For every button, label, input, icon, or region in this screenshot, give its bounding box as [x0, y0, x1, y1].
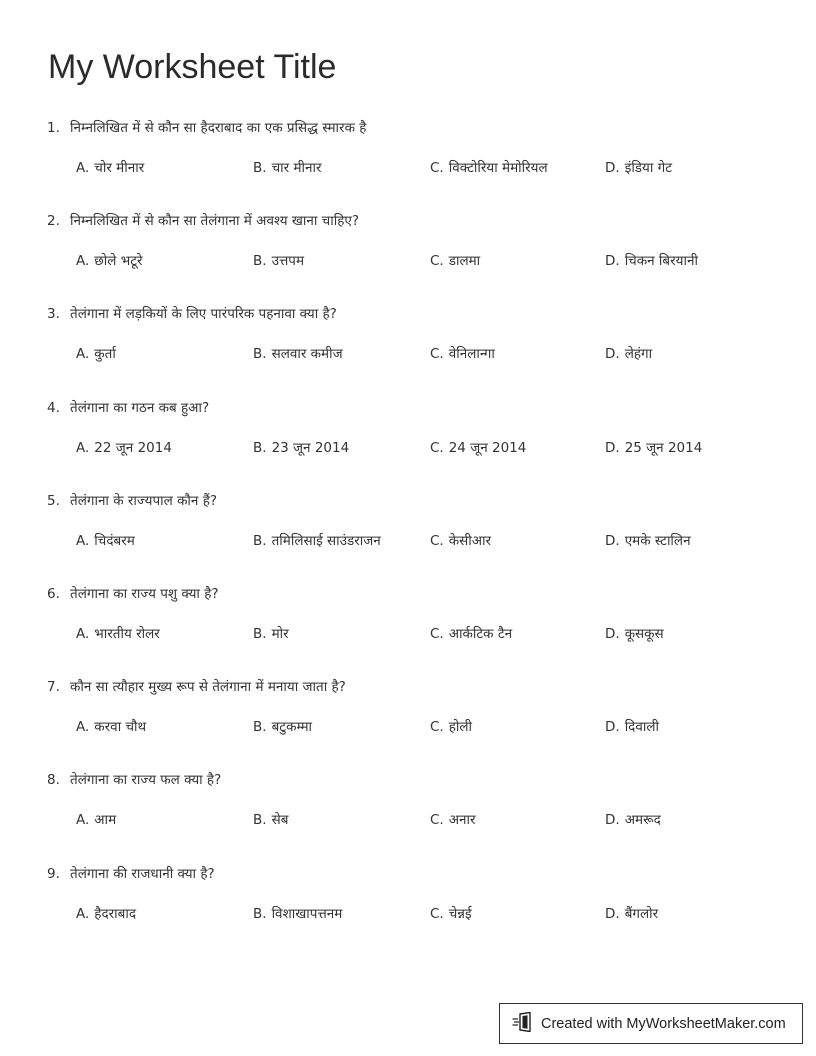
answer-option-b — [253, 251, 304, 269]
answer-option-d — [605, 904, 658, 922]
option-letter: A. — [76, 346, 90, 363]
option-letter: C. — [430, 532, 444, 549]
option-text: बैंगलोर — [624, 905, 659, 922]
option-text: आर्कटिक टैन — [448, 625, 513, 642]
answer-option-b — [253, 158, 322, 176]
answer-option-d — [605, 344, 652, 362]
question-number: 6. — [47, 585, 60, 602]
answer-option-d — [605, 624, 664, 642]
answer-options — [76, 158, 796, 178]
option-text: सलवार कमीज — [271, 346, 343, 363]
answer-option-c — [430, 624, 512, 642]
option-text: 22 जून 2014 — [94, 439, 172, 456]
option-text: लेहंगा — [624, 346, 653, 363]
question-text-line — [47, 584, 219, 602]
option-letter: C. — [430, 625, 444, 642]
question-text: तेलंगाना में लड़कियों के लिए पारंपरिक पहनावा क्या है? — [70, 306, 337, 323]
answer-option-c — [430, 344, 495, 362]
answer-option-b — [253, 904, 342, 922]
option-text: उत्तपम — [271, 253, 305, 270]
option-letter: D. — [605, 625, 620, 642]
answer-option-d — [605, 251, 698, 269]
answer-option-d — [605, 438, 702, 456]
option-letter: A. — [76, 439, 90, 456]
answer-options — [76, 810, 796, 830]
option-letter: C. — [430, 253, 444, 270]
question-text: तेलंगाना का गठन कब हुआ? — [70, 399, 210, 416]
option-text: मोर — [271, 625, 289, 642]
option-text: दिवाली — [624, 719, 660, 736]
answer-option-d — [605, 531, 691, 549]
option-letter: C. — [430, 346, 444, 363]
answer-options — [76, 717, 796, 737]
option-text: इंडिया गेट — [624, 160, 673, 176]
answer-options — [76, 438, 796, 458]
option-letter: B. — [253, 532, 267, 549]
question-item — [0, 209, 816, 302]
answer-option-a — [76, 438, 172, 456]
answer-option-a — [76, 344, 116, 362]
question-item — [0, 862, 816, 955]
option-letter: B. — [253, 160, 267, 176]
option-text: हैदराबाद — [94, 905, 137, 922]
question-item — [0, 116, 816, 209]
answer-option-b — [253, 810, 288, 828]
answer-option-b — [253, 717, 312, 735]
question-text: तेलंगाना का राज्य पशु क्या है? — [70, 585, 219, 602]
question-text-line — [47, 864, 215, 882]
option-text: छोले भटूरे — [94, 253, 143, 270]
option-letter: A. — [76, 532, 90, 549]
worksheet-maker-logo-icon — [512, 1012, 541, 1036]
answer-option-c — [430, 717, 472, 735]
answer-option-c — [430, 904, 472, 922]
option-letter: C. — [430, 812, 444, 829]
answer-option-c — [430, 158, 548, 176]
question-number: 3. — [47, 306, 60, 323]
option-text: अनार — [448, 812, 476, 829]
option-text: डालमा — [448, 253, 481, 270]
created-with-text: Created with MyWorksheetMaker.com — [541, 1015, 786, 1032]
answer-options — [76, 251, 796, 271]
created-with-badge[interactable] — [499, 1003, 803, 1044]
option-letter: C. — [430, 160, 444, 176]
option-text: भारतीय रोलर — [94, 625, 160, 642]
option-text: सेब — [271, 812, 289, 829]
answer-options — [76, 344, 796, 364]
answer-option-a — [76, 251, 143, 269]
question-text-line — [47, 211, 359, 229]
question-number: 2. — [47, 213, 60, 230]
question-text: तेलंगाना के राज्यपाल कौन हैं? — [70, 492, 218, 509]
option-letter: D. — [605, 905, 620, 922]
answer-option-b — [253, 624, 289, 642]
question-number: 5. — [47, 492, 60, 509]
question-item — [0, 582, 816, 675]
answer-option-b — [253, 438, 349, 456]
option-letter: A. — [76, 160, 90, 176]
option-text: एमके स्टालिन — [624, 532, 691, 549]
option-letter: B. — [253, 253, 267, 270]
option-text: कुर्ता — [94, 346, 116, 363]
option-letter: D. — [605, 346, 620, 363]
option-letter: B. — [253, 439, 267, 456]
question-number: 1. — [47, 120, 60, 136]
question-text: निम्नलिखित में से कौन सा हैदराबाद का एक प्रसिद्ध स्मारक है — [70, 120, 367, 136]
option-letter: D. — [605, 439, 620, 456]
option-text: 25 जून 2014 — [624, 439, 703, 456]
question-number: 7. — [47, 679, 60, 696]
option-letter: D. — [605, 253, 620, 270]
question-number: 4. — [47, 399, 60, 416]
option-text: विक्टोरिया मेमोरियल — [448, 160, 548, 176]
page-title: My Worksheet Title — [48, 48, 337, 86]
question-number: 8. — [47, 772, 60, 789]
answer-option-a — [76, 624, 160, 642]
question-text: तेलंगाना का राज्य फल क्या है? — [70, 772, 222, 789]
answer-option-a — [76, 531, 135, 549]
question-text-line — [47, 304, 337, 322]
answer-option-b — [253, 531, 381, 549]
option-text: अमरूद — [624, 812, 661, 829]
option-text: बटुकम्मा — [271, 719, 313, 736]
option-text: कूसकूस — [624, 625, 664, 642]
answer-option-c — [430, 438, 526, 456]
answer-option-d — [605, 158, 672, 176]
question-item — [0, 396, 816, 489]
option-letter: D. — [605, 532, 620, 549]
option-letter: C. — [430, 719, 444, 736]
answer-option-b — [253, 344, 343, 362]
answer-options — [76, 531, 796, 551]
question-number: 9. — [47, 865, 60, 882]
question-text-line — [47, 398, 209, 416]
option-letter: C. — [430, 439, 444, 456]
option-letter: A. — [76, 812, 90, 829]
question-item — [0, 675, 816, 768]
option-letter: C. — [430, 905, 444, 922]
answer-options — [76, 624, 796, 644]
option-letter: B. — [253, 346, 267, 363]
question-text-line — [47, 677, 346, 695]
option-letter: B. — [253, 719, 267, 736]
option-text: चेन्नई — [448, 905, 472, 922]
question-text-line — [47, 491, 217, 509]
option-letter: B. — [253, 812, 267, 829]
option-text: केसीआर — [448, 532, 492, 549]
question-item — [0, 768, 816, 861]
question-text: कौन सा त्यौहार मुख्य रूप से तेलंगाना में मनाया जाता है? — [70, 679, 346, 696]
option-letter: D. — [605, 160, 620, 176]
option-letter: A. — [76, 905, 90, 922]
question-list — [0, 116, 816, 955]
answer-option-a — [76, 158, 144, 176]
question-text-line — [47, 118, 366, 136]
option-letter: A. — [76, 719, 90, 736]
question-text: तेलंगाना की राजधानी क्या है? — [70, 865, 215, 882]
option-text: वेनिलान्गा — [448, 346, 495, 363]
answer-option-d — [605, 717, 659, 735]
option-text: 24 जून 2014 — [448, 439, 527, 456]
option-letter: D. — [605, 719, 620, 736]
question-item — [0, 302, 816, 395]
option-text: चिकन बिरयानी — [624, 253, 698, 270]
question-item — [0, 489, 816, 582]
option-letter: B. — [253, 905, 267, 922]
answer-option-c — [430, 251, 480, 269]
answer-option-d — [605, 810, 661, 828]
option-letter: B. — [253, 625, 267, 642]
option-text: चिदंबरम — [94, 532, 135, 549]
answer-option-c — [430, 531, 491, 549]
question-text-line — [47, 770, 221, 788]
option-text: 23 जून 2014 — [271, 439, 350, 456]
answer-option-c — [430, 810, 476, 828]
answer-options — [76, 904, 796, 924]
option-text: करवा चौथ — [94, 719, 147, 736]
option-text: होली — [448, 719, 473, 736]
answer-option-a — [76, 904, 136, 922]
option-text: तमिलिसाई साउंडराजन — [271, 532, 381, 549]
option-text: विशाखापत्तनम — [271, 905, 343, 922]
option-text: आम — [94, 812, 117, 829]
question-text: निम्नलिखित में से कौन सा तेलंगाना में अवश्य खाना चाहिए? — [70, 213, 360, 230]
option-letter: A. — [76, 625, 90, 642]
option-text: चोर मीनार — [94, 160, 145, 176]
option-letter: D. — [605, 812, 620, 829]
answer-option-a — [76, 717, 146, 735]
answer-option-a — [76, 810, 116, 828]
option-text: चार मीनार — [271, 160, 322, 176]
option-letter: A. — [76, 253, 90, 270]
